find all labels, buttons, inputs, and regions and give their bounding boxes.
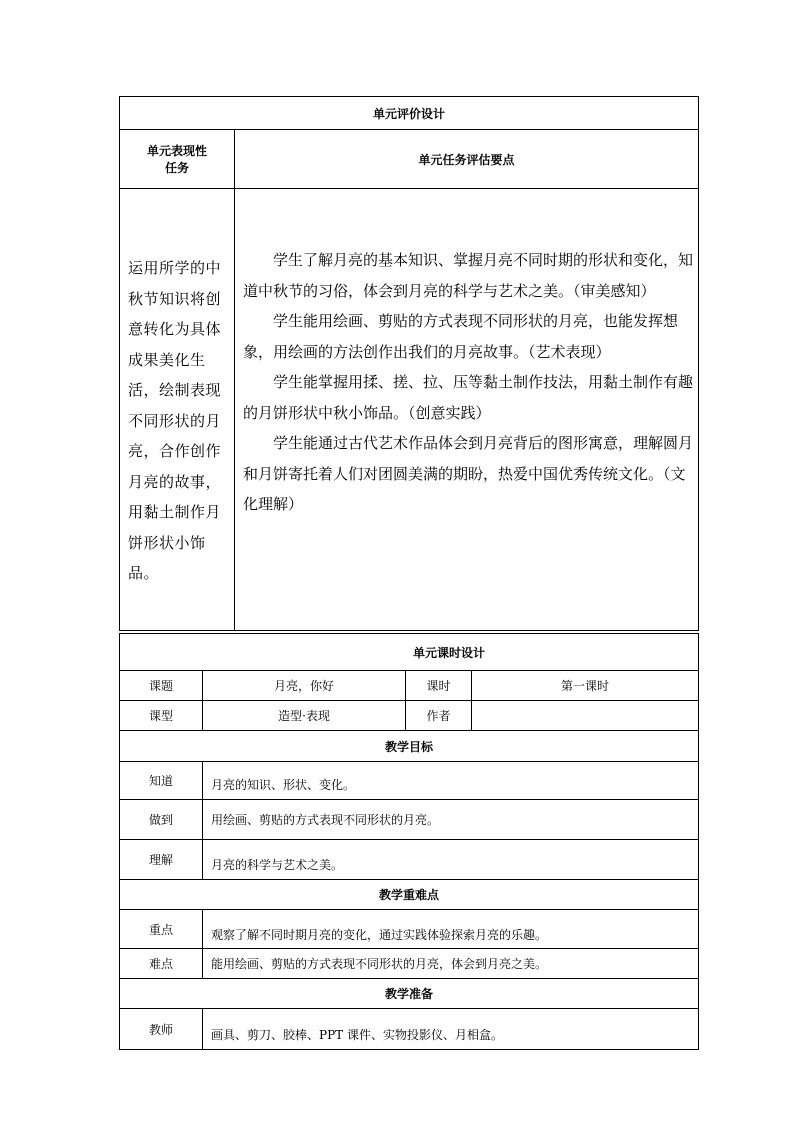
point-culture: 学生能通过古代艺术作品体会到月亮背后的图形寓意，理解圆月和月饼寄托着人们对团圆美满的期盼，热爱中国优秀传统文化。（文化理解） — [243, 434, 694, 513]
lesson-title: 单元课时设计 — [120, 634, 699, 671]
goals-title: 教学目标 — [120, 731, 699, 762]
keypoints-title: 教学重难点 — [120, 880, 699, 910]
goal-text-know: 月亮的知识、形状、变化。 — [203, 762, 699, 800]
topic-label: 课题 — [120, 671, 203, 701]
prep-title: 教学准备 — [120, 979, 699, 1009]
goal-text-understand: 月亮的科学与艺术之美。 — [203, 840, 699, 880]
points-header: 单元任务评估要点 — [235, 130, 699, 189]
keypoint-text-focus: 观察了解不同时期月亮的变化，通过实践体验探索月亮的乐趣。 — [203, 910, 699, 949]
assessment-points — [235, 189, 699, 631]
lesson-design-table — [119, 633, 699, 1050]
task-text: 运用所学的中 秋节知识将创 意转化为具体 成果美化生活，绘制表现 不同形状的月 亮，合作创作 月亮的故事，用黏土制作月 饼形状小饰 品。 — [120, 189, 235, 631]
author-label: 作者 — [406, 701, 472, 731]
goal-label-understand: 理解 — [120, 840, 203, 880]
keypoint-label-focus: 重点 — [120, 910, 203, 949]
goal-text-do: 用绘画、剪贴的方式表现不同形状的月亮。 — [203, 800, 699, 840]
keypoint-text-difficulty: 能用绘画、剪贴的方式表现不同形状的月亮，体会到月亮之美。 — [203, 949, 699, 979]
type-value: 造型·表现 — [203, 701, 406, 731]
point-creative-practice: 学生能掌握用揉、搓、拉、压等黏土制作技法，用黏土制作有趣的月饼形状中秋小饰品。（创意实践） — [243, 373, 694, 422]
point-aesthetic: 学生了解月亮的基本知识、掌握月亮不同时期的形状和变化，知道中秋节的习俗，体会到月亮的科学与艺术之美。（审美感知） — [243, 251, 694, 300]
goal-label-know: 知道 — [120, 762, 203, 800]
point-art-expression: 学生能用绘画、剪贴的方式表现不同形状的月亮，也能发挥想象，用绘画的方法创作出我们的月亮故事。（艺术表现） — [243, 312, 679, 361]
prep-label-teacher: 教师 — [120, 1009, 203, 1050]
period-value: 第一课时 — [472, 671, 699, 701]
task-header: 单元表现性任务 — [120, 130, 235, 189]
unit-eval-title: 单元评价设计 — [120, 97, 699, 130]
type-label: 课型 — [120, 701, 203, 731]
keypoint-label-difficulty: 难点 — [120, 949, 203, 979]
goal-label-do: 做到 — [120, 800, 203, 840]
author-value — [472, 701, 699, 731]
topic-value: 月亮，你好 — [203, 671, 406, 701]
period-label: 课时 — [406, 671, 472, 701]
prep-text-teacher: 画具、剪刀、胶棒、PPT 课件、实物投影仪、月相盒。 — [203, 1009, 699, 1050]
unit-eval-table — [119, 96, 699, 631]
